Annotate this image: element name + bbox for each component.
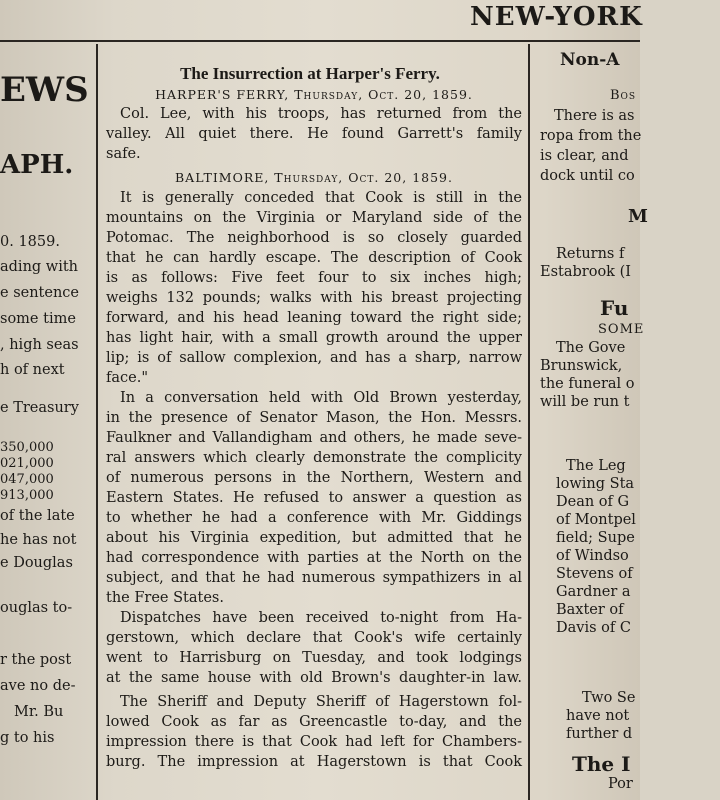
paragraph-line: burg. The impression at Hagerstown is that Cook: [106, 754, 522, 770]
paragraph-line: Faulkner and Vallandigham and others, he made seve-: [106, 430, 522, 446]
right-line: Two Se: [582, 690, 636, 706]
paragraph-line: face.": [106, 370, 148, 386]
article-headline: The Insurrection at Harper's Ferry.: [180, 64, 440, 83]
paragraph-line: went to Harrisburg on Tuesday, and took lodgings: [106, 650, 522, 666]
right-line: dock until co: [540, 168, 635, 184]
right-line: will be run t: [540, 394, 630, 410]
right-line: Gardner a: [556, 584, 631, 600]
paragraph-line: In a conversation held with Old Brown yesterday,: [120, 390, 522, 406]
right-heading-the: The I: [572, 752, 631, 776]
right-line: Stevens of: [556, 566, 633, 582]
left-heading-news: EWS: [0, 70, 89, 110]
right-line: of Montpel: [556, 512, 636, 528]
left-line: e Douglas: [0, 555, 73, 571]
dateline-harpers-ferry: HARPER'S FERRY, Thursday, Oct. 20, 1859.: [155, 87, 473, 102]
left-line: e Treasury: [0, 400, 79, 416]
right-line: of Windso: [556, 548, 629, 564]
left-line: ouglas to-: [0, 600, 73, 616]
paragraph-line: safe.: [106, 146, 141, 162]
paragraph-line: the Free States.: [106, 590, 224, 606]
paragraph-line: Dispatches have been received to-night from Ha-: [120, 610, 522, 626]
right-line: Baxter of: [556, 602, 624, 618]
paragraph-line: of numerous persons in the Northern, Western and: [106, 470, 522, 486]
right-line: field; Supe: [556, 530, 635, 546]
paragraph-line: It is generally conceded that Cook is still in the: [120, 190, 522, 206]
paragraph-line: lip; is of sallow complexion, and has a sharp, narrow: [106, 350, 522, 366]
left-line: 021,000: [0, 456, 54, 471]
right-line: Brunswick,: [540, 358, 623, 374]
paragraph-line: valley. All quiet there. He found Garrett's family: [106, 126, 522, 142]
right-line: have not: [566, 708, 630, 724]
right-heading-m: M: [628, 206, 648, 227]
right-line: The Gove: [556, 340, 626, 356]
left-line: ading with: [0, 259, 79, 275]
paragraph-line: gerstown, which declare that Cook's wife certainly: [106, 630, 522, 646]
right-line: SOME: [598, 322, 645, 337]
dateline-baltimore: BALTIMORE, Thursday, Oct. 20, 1859.: [175, 170, 453, 185]
paragraph-line: impression there is that Cook had left for Chambers-: [106, 734, 522, 750]
right-line: Davis of C: [556, 620, 631, 636]
paragraph-line: lowed Cook as far as Greencastle to-day, and the: [106, 714, 522, 730]
right-heading-funeral: Fu: [600, 296, 629, 320]
paragraph-line: had correspondence with parties at the North on the: [106, 550, 522, 566]
paragraph-line: weighs 132 pounds; walks with his breast projecting: [106, 290, 522, 306]
top-rule: [0, 40, 640, 42]
left-line: 047,000: [0, 472, 54, 487]
right-line: The Leg: [566, 458, 626, 474]
paragraph-line: The Sheriff and Deputy Sheriff of Hagerstown fol-: [120, 694, 522, 710]
paragraph-line: Col. Lee, with his troops, has returned from the: [120, 106, 522, 122]
paragraph-line: ral answers which clearly demonstrate the complicity: [106, 450, 522, 466]
left-line: some time: [0, 311, 76, 327]
paragraph-line: at the same house with old Brown's daughter-in law.: [106, 670, 522, 686]
left-line: he has not: [0, 532, 77, 548]
left-line: 913,000: [0, 488, 54, 503]
right-line: Dean of G: [556, 494, 630, 510]
left-line: g to his: [0, 730, 55, 746]
paragraph-line: mountains on the Virginia or Maryland side of the: [106, 210, 522, 226]
right-line: There is as: [554, 108, 635, 124]
paragraph-line: Potomac. The neighborhood is so closely guarded: [106, 230, 522, 246]
right-line: lowing Sta: [556, 476, 635, 492]
left-line: 0. 1859.: [0, 234, 60, 250]
paragraph-line: is as follows: Five feet four to six inches high;: [106, 270, 522, 286]
paragraph-line: forward, and his head leaning toward the right side;: [106, 310, 522, 326]
right-line: Por: [608, 776, 633, 792]
paragraph-line: that he can hardly escape. The description of Cook: [106, 250, 522, 266]
left-line: Mr. Bu: [14, 704, 64, 720]
left-line: of the late: [0, 508, 75, 524]
paragraph-line: to whether he had a conference with Mr. Giddings: [106, 510, 522, 526]
left-heading-graph: APH.: [0, 150, 74, 180]
right-line: is clear, and: [540, 148, 629, 164]
paragraph-line: subject, and that he had numerous sympathizers in al: [106, 570, 522, 586]
left-line: r the post: [0, 652, 72, 668]
right-line: ropa from the: [540, 128, 642, 144]
paragraph-line: about his Virginia expedition, but admitted that he: [106, 530, 522, 546]
left-line: 350,000: [0, 440, 54, 455]
right-line: the funeral o: [540, 376, 635, 392]
left-line: ave no de-: [0, 678, 76, 694]
left-line: e sentence: [0, 285, 79, 301]
right-line: Estabrook (I: [540, 264, 631, 280]
column-rule-left: [96, 44, 98, 800]
column-rule-right: [528, 44, 530, 800]
left-line: , high seas: [0, 337, 79, 353]
left-line: h of next: [0, 362, 65, 378]
paragraph-line: has light hair, with a small growth around the upper: [106, 330, 522, 346]
right-heading-non-arrival: Non-A: [560, 50, 620, 70]
masthead: NEW-YORK: [470, 2, 643, 32]
right-line: further d: [566, 726, 633, 742]
right-line: Bos: [610, 88, 637, 103]
paragraph-line: Eastern States. He refused to answer a question as: [106, 490, 522, 506]
paragraph-line: in the presence of Senator Mason, the Hon. Messrs.: [106, 410, 522, 426]
right-line: Returns f: [556, 246, 625, 262]
